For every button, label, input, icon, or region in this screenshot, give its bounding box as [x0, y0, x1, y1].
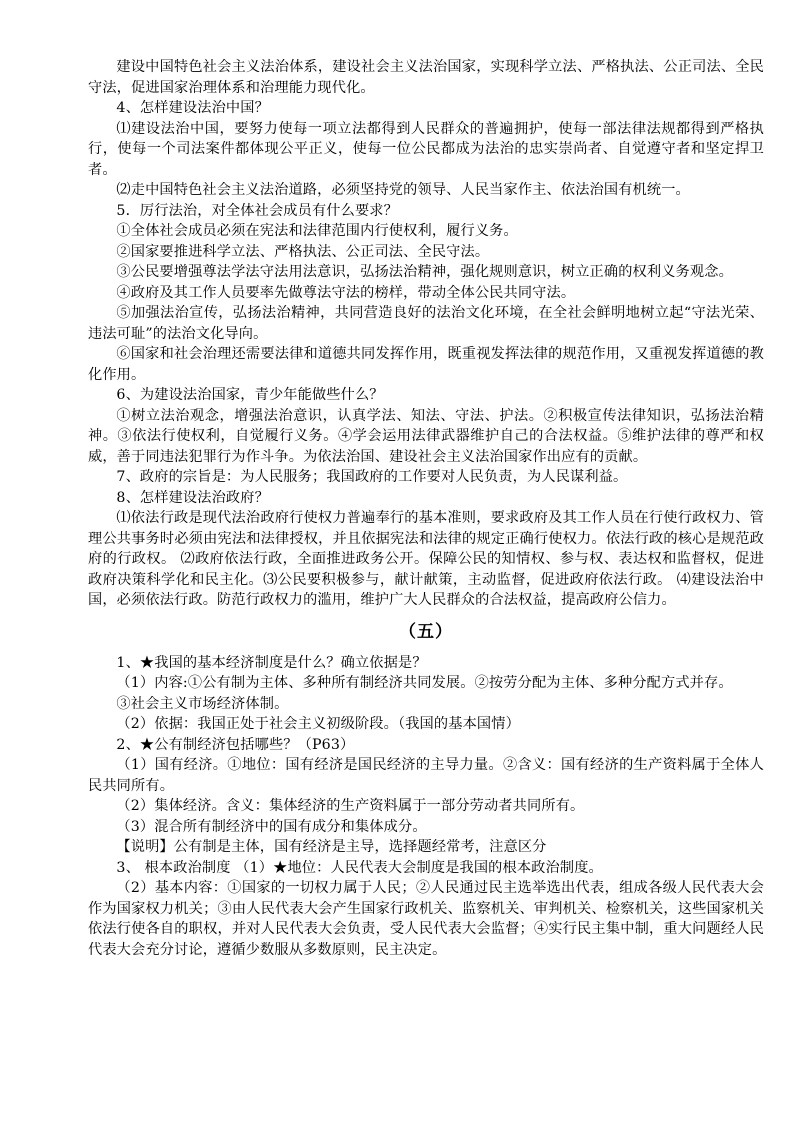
answer-econ-2-3: （3）混合所有制经济中的国有成分和集体成分。	[116, 818, 427, 835]
answer-political-3-2: （2）基本内容：①国家的一切权力属于人民；②人民通过民主选举选出代表，组成各级人民代表大会作为国家权力机关；③由人民代表大会产生国家行政机关、监察机关、审判机关、检察机关，这些国家机关依法行使各自的职权，并对人民代表大会负责，受人民代表大会监督；④实行民主集中制，重大问题经人民代表大会充分讨论，遵循少数服从多数原则，民主决定。	[88, 880, 764, 958]
answer-4-1: ⑴建设法治中国，要努力使每一项立法都得到人民群众的普遍拥护，使每一部法律法规都得到严格执行，使每一个司法案件都体现公平正义，使每一位公民都成为法治的忠实崇尚者、自觉遵守者和坚定捍卫者。	[88, 120, 764, 178]
answer-econ-1-2: （2）依据：我国正处于社会主义初级阶段。（我国的基本国情）	[116, 716, 520, 732]
answer-econ-2-2: （2）集体经济。含义：集体经济的生产资料属于一部分劳动者共同所有。	[116, 798, 585, 814]
answer-econ-1-1-3: ③社会主义市场经济体制。	[116, 695, 289, 712]
question-econ-1: 1、★我国的基本经济制度是什么？确立依据是？	[116, 654, 427, 671]
paragraph-intro: 建设中国特色社会主义法治体系，建设社会主义法治国家，实现科学立法、严格执法、公正司法、全民守法，促进国家治理体系和治理能力现代化。	[88, 59, 764, 96]
answer-6: ①树立法治观念，增强法治意识，认真学法、知法、守法、护法。②积极宣传法律知识，弘扬法治精神。③依法行使权利，自觉履行义务。④学会运用法律武器维护自己的合法权益。⑤维护法律的尊严和权威，善于同违法犯罪行为作斗争。为依法治国、建设社会主义法治国家作出应有的贡献。	[88, 407, 764, 465]
item-7: 7、政府的宗旨是：为人民服务；我国政府的工作要对人民负责，为人民谋利益。	[116, 469, 628, 485]
note: 【说明】公有制是主体，国有经济是主导，选择题经常考，注意区分	[116, 839, 547, 855]
answer-5-1: ①全体社会成员必须在宪法和法律范围内行使权利，履行义务。	[116, 223, 518, 239]
question-4: 4、怎样建设法治中国？	[116, 100, 269, 116]
answer-4-2: ⑵走中国特色社会主义法治道路，必须坚持党的领导、人民当家作主、依法治国有机统一。	[116, 182, 690, 198]
document-page	[88, 57, 764, 960]
section-heading: （五）	[399, 621, 453, 642]
answer-5-5: ⑤加强法治宣传，弘扬法治精神，共同营造良好的法治文化环境，在全社会鲜明地树立起“守法光荣、违法可耻”的法治文化导向。	[88, 305, 764, 342]
answer-5-4: ④政府及其工作人员要率先做尊法守法的榜样，带动全体公民共同守法。	[116, 284, 576, 301]
answer-5-3: ③公民要增强尊法学法守法用法意识，弘扬法治精神，强化规则意识，树立正确的权利义务观念。	[116, 264, 733, 280]
answer-5-2: ②国家要推进科学立法、严格执法、公正司法、全民守法。	[116, 243, 490, 260]
answer-econ-2-1: （1）国有经济。①地位：国有经济是国民经济的主导力量。②含义：国有经济的生产资料属于全体人民共同所有。	[88, 757, 764, 794]
answer-5-6: ⑥国家和社会治理还需要法律和道德共同发挥作用，既重视发挥法律的规范作用，又重视发挥道德的教化作用。	[88, 346, 764, 383]
question-6: 6、为建设法治国家，青少年能做些什么？	[116, 387, 384, 403]
question-econ-2: 2、★公有制经济包括哪些？（P63）	[116, 736, 355, 753]
question-political-3: 3、 根本政治制度 （1）★地位：人民代表大会制度是我国的根本政治制度。	[116, 859, 603, 876]
question-8: 8、怎样建设法治政府？	[116, 489, 269, 506]
answer-8: ⑴依法行政是现代法治政府行使权力普遍奉行的基本准则，要求政府及其工作人员在行使行政权力、管理公共事务时必须由宪法和法律授权，并且依据宪法和法律的规定正确行使权力。依法行政的核心是规范政府的行政权。 ⑵政府依法行政，全面推进政务公开。保障公民的知情权、参与权、表达权和监督权，促进政府决策科学化和民主化。⑶公民要积极参与，献计献策，主动监督，促进政府依法行政。 ⑷建设法治中国，必须依法行政。防范行政权力的滥用，维护广大人民群众的合法权益，提高政府公信力。	[88, 510, 764, 608]
answer-econ-1-1: （1）内容:①公有制为主体、多种所有制经济共同发展。②按劳分配为主体、多种分配方式并存。	[116, 675, 733, 691]
question-5: 5．厉行法治，对全体社会成员有什么要求？	[116, 202, 398, 219]
